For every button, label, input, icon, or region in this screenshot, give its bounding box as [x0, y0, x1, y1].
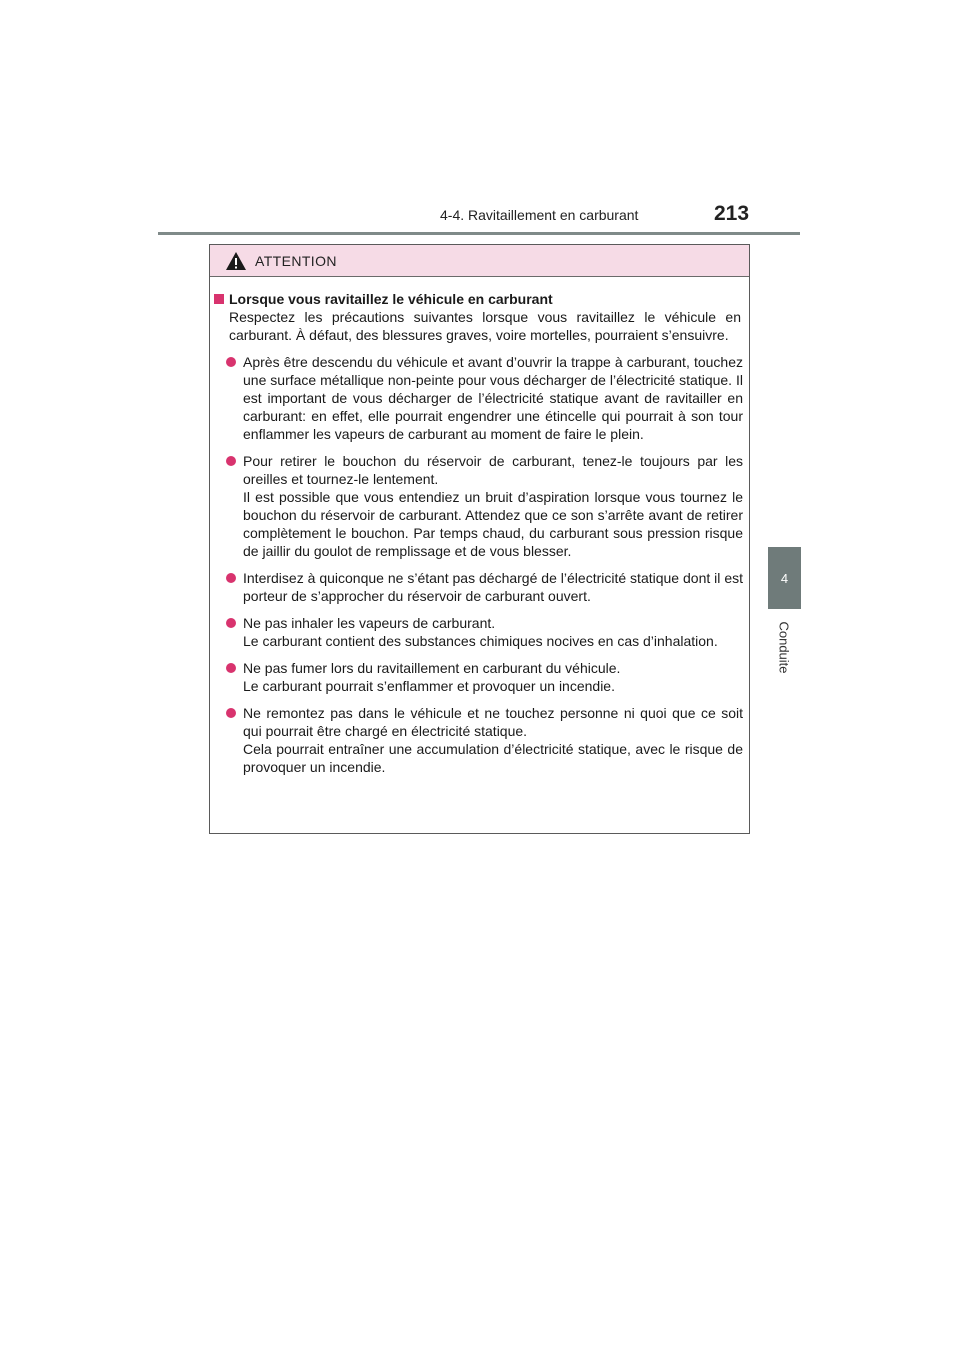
- list-item-text: Il est possible que vous entendiez un bruit d’aspiration lorsque vous tournez le bouchon du réservoir de carburant. Attendez que ce son s’arrête avant de retirer complètement le bouchon. Par temps chaud, du carburant sous pression risque de jaillir du goulot de remplissage et de vous blesser.: [243, 489, 743, 559]
- list-item-text: Ne remontez pas dans le véhicule et ne touchez personne ni quoi que ce soit qui pourrait être chargé en électricité statique.: [243, 705, 743, 739]
- chapter-number: 4: [780, 570, 789, 586]
- warning-header: [210, 245, 749, 277]
- list-item: [210, 704, 743, 776]
- warning-triangle-icon: [225, 251, 247, 271]
- square-bullet-icon: [214, 294, 224, 304]
- bullet-dot-icon: [226, 618, 236, 628]
- bullet-dot-icon: [226, 708, 236, 718]
- list-item-text: Après être descendu du véhicule et avant d’ouvrir la trappe à carburant, touchez une surface métallique non-peinte pour vous décharger de l’électricité statique. Il est important de vous décharger de l’électricité statique avant de ravitailler en carburant: en effet, elle pourrait engendrer une étincelle qui pourrait à son tour enflammer les vapeurs de carburant au moment de faire le plein.: [243, 354, 743, 442]
- bullet-dot-icon: [226, 573, 236, 583]
- bullet-dot-icon: [226, 357, 236, 367]
- chapter-label: [768, 614, 801, 680]
- list-item: [210, 353, 743, 443]
- list-item: [210, 569, 743, 605]
- list-item-text: Interdisez à quiconque ne s’étant pas déchargé de l’électricité statique dont il est porteur de s’approcher du réservoir de carburant ouvert.: [243, 570, 743, 604]
- chapter-label-text: Conduite: [777, 620, 793, 674]
- bullet-dot-icon: [226, 456, 236, 466]
- list-item: [210, 659, 743, 695]
- list-item-text: Ne pas inhaler les vapeurs de carburant.: [243, 615, 496, 631]
- warning-section-title: [210, 290, 749, 308]
- warning-box: [209, 244, 750, 834]
- list-item-text: Pour retirer le bouchon du réservoir de carburant, tenez-le toujours par les oreilles et tournez-le lentement.: [243, 453, 743, 487]
- section-header-title: 4-4. Ravitaillement en carburant: [440, 207, 639, 223]
- warning-label: ATTENTION: [255, 253, 337, 269]
- header-divider: [158, 232, 800, 235]
- warning-items: [210, 353, 743, 776]
- warning-section: [210, 290, 749, 785]
- bullet-dot-icon: [226, 663, 236, 673]
- list-item: [210, 452, 743, 560]
- page-number: 213: [714, 202, 750, 225]
- list-item-text: Le carburant pourrait s’enflammer et provoquer un incendie.: [243, 678, 615, 694]
- list-item: [210, 614, 743, 650]
- list-item-text: Ne pas fumer lors du ravitaillement en carburant du véhicule.: [243, 660, 621, 676]
- warning-intro: Respectez les précautions suivantes lorsque vous ravitaillez le véhicule en carburant. À défaut, des blessures graves, voire mortelles, pourraient s’ensuivre.: [229, 309, 741, 343]
- warning-section-title-text: Lorsque vous ravitaillez le véhicule en carburant: [229, 291, 553, 307]
- list-item-text: Le carburant contient des substances chimiques nocives en cas d’inhalation.: [243, 633, 718, 649]
- list-item-text: Cela pourrait entraîner une accumulation d’électricité statique, avec le risque de provoquer un incendie.: [243, 741, 743, 775]
- chapter-tab: [768, 547, 801, 609]
